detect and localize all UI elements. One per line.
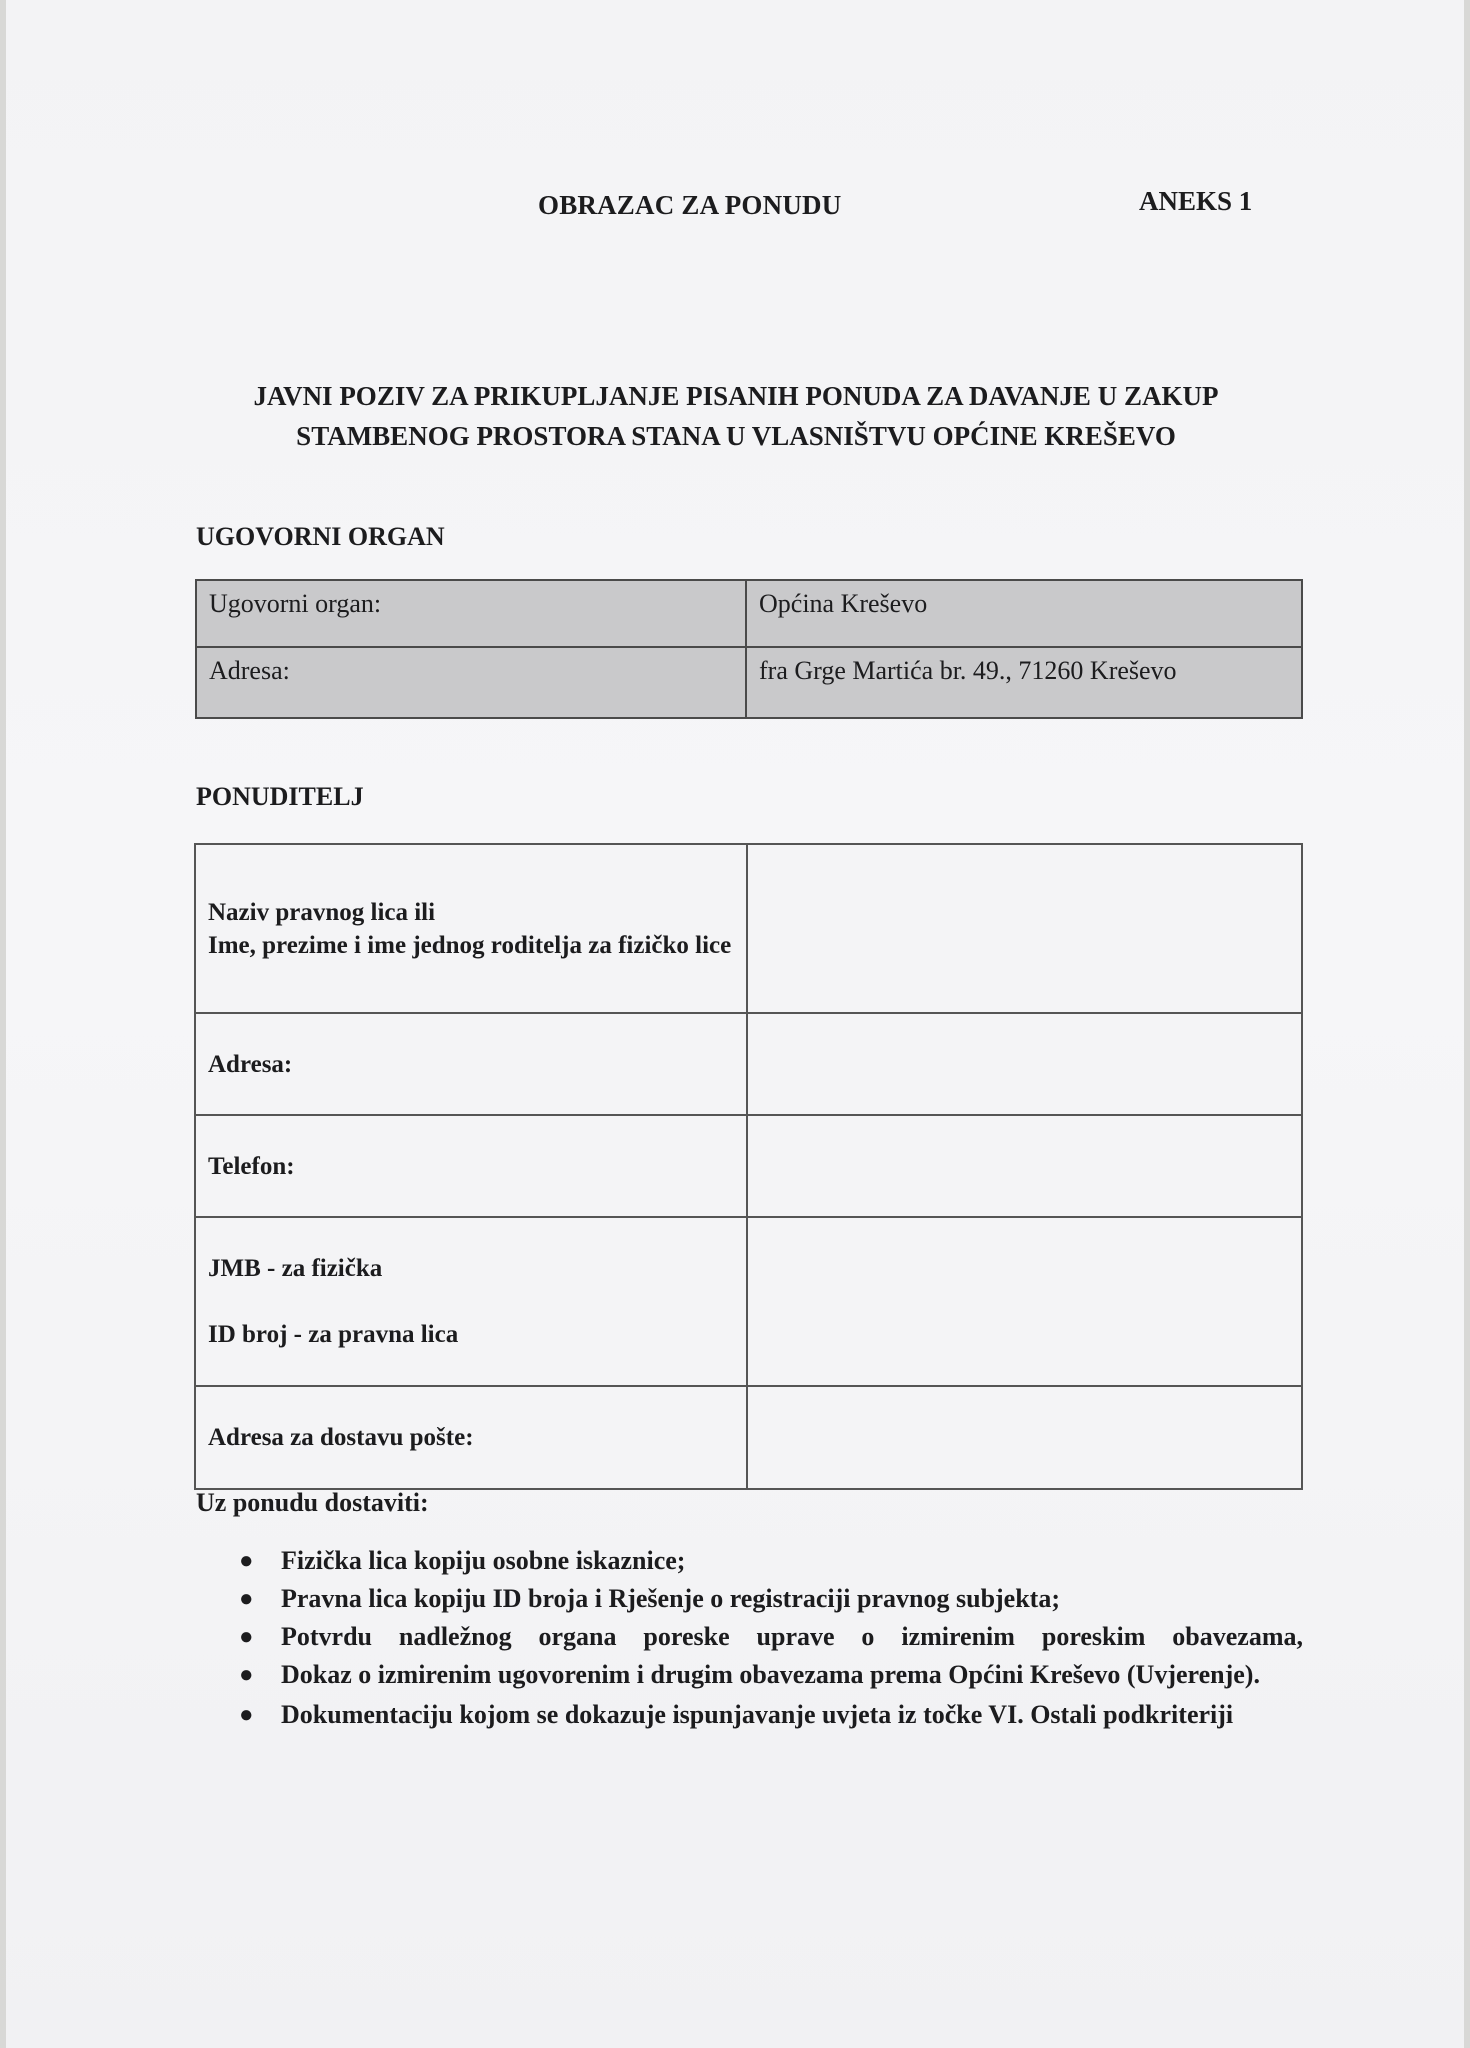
table-row (195, 1013, 1302, 1115)
bullet-icon: ● (239, 1624, 254, 1650)
table-cell-value: Općina Kreševo (746, 580, 1302, 647)
bidder-heading: PONUDITELJ (196, 782, 364, 811)
attachments-list (239, 1544, 1303, 1736)
table-row (196, 580, 1302, 647)
bidder-name-label-line-1: Naziv pravnog lica ili (208, 898, 436, 926)
table-cell-label: Ugovorni organ: (196, 580, 746, 647)
bullet-icon: ● (239, 1548, 254, 1574)
bidder-address-field[interactable] (747, 1013, 1302, 1115)
bidder-phone-field[interactable] (747, 1115, 1302, 1217)
table-cell-label (195, 1217, 747, 1386)
table-row (195, 844, 1302, 1013)
table-cell-value: fra Grge Martića br. 49., 71260 Kreševo (746, 647, 1302, 718)
document-title-line-2: STAMBENOG PROSTORA STANA U VLASNIŠTVU OPĆINE KREŠEVO (296, 421, 1176, 451)
bidder-name-field[interactable] (747, 844, 1302, 1013)
list-item: ● Dokumentaciju kojom se dokazuje ispunjavanje uvjeta iz točke VI. Ostali podkriteriji (239, 1698, 1303, 1732)
bidder-table (194, 843, 1303, 1490)
contracting-authority-heading: UGOVORNI ORGAN (196, 522, 445, 551)
form-title: OBRAZAC ZA PONUDU (538, 190, 842, 220)
table-cell-label: Telefon: (195, 1115, 747, 1217)
id-number-label: ID broj - za pravna lica (208, 1321, 459, 1348)
attachments-label: Uz ponudu dostaviti: (196, 1488, 429, 1517)
bullet-icon: ● (239, 1702, 254, 1728)
document-page (6, 0, 1464, 2048)
table-row (195, 1115, 1302, 1217)
list-item: ● Dokaz o izmirenim ugovorenim i drugim obavezama prema Općini Kreševo (Uvjerenje). (239, 1658, 1303, 1692)
document-title-line-1: JAVNI POZIV ZA PRIKUPLJANJE PISANIH PONUDA ZA DAVANJE U ZAKUP (253, 381, 1219, 411)
annex-label: ANEKS 1 (1139, 186, 1253, 216)
jmb-label: JMB - za fizička (208, 1255, 383, 1282)
table-row (195, 1217, 1302, 1386)
bullet-icon: ● (239, 1586, 254, 1612)
table-cell-label: Adresa: (196, 647, 746, 718)
list-item: ● Pravna lica kopiju ID broja i Rješenje o registraciji pravnog subjekta; (239, 1582, 1303, 1616)
table-row (195, 1386, 1302, 1489)
document-title (156, 376, 1316, 456)
bullet-icon: ● (239, 1662, 254, 1688)
table-row (196, 647, 1302, 718)
table-cell-label: Adresa: (195, 1013, 747, 1115)
table-cell-label (195, 844, 747, 1013)
bidder-mail-address-field[interactable] (747, 1386, 1302, 1489)
bidder-name-label-line-2: Ime, prezime i ime jednog roditelja za fizičko lice (208, 931, 732, 959)
contracting-authority-table (195, 579, 1303, 719)
list-item: ● Potvrdu nadležnog organa poreske uprave o izmirenim poreskim obavezama, (239, 1620, 1303, 1654)
bidder-id-field[interactable] (747, 1217, 1302, 1386)
table-cell-label: Adresa za dostavu pošte: (195, 1386, 747, 1489)
list-item: ● Fizička lica kopiju osobne iskaznice; (239, 1544, 1303, 1578)
